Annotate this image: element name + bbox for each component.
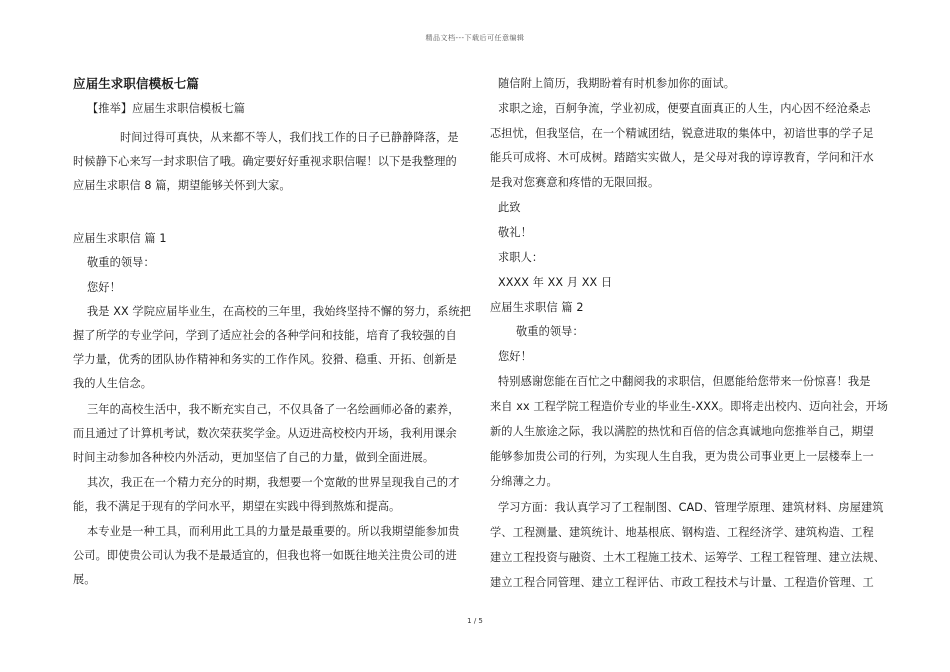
salutation: 敬重的领导： (87, 256, 155, 269)
body-line: 学、工程测量、建筑统计、地基根底、钢构造、工程经济学、建筑构造、工程 (490, 526, 874, 539)
body-line: 时间主动参加各种校内外活动，更加坚信了自己的力量，做到全面进展。 (73, 451, 435, 464)
body-line: 求职之途，百舸争流，学业初成，便要直面真正的人生，内心因不经沧桑忐 (498, 102, 871, 115)
body-line: 新的人生旅途之际，我以满腔的热忱和百倍的信念真诚地向您推举自己，期望 (490, 425, 874, 438)
body-line: 能兵可成将、木可成树。踏踏实实做人，是父母对我的谆谆教育，学问和汗水 (490, 151, 874, 164)
section-heading-2: 应届生求职信 篇 2 (490, 301, 584, 314)
date-line: XXXX 年 XX 月 XX 日 (498, 276, 613, 289)
body-line: 握了所学的专业学问，学到了适应社会的各种学问和技能，培育了我较强的自 (73, 329, 457, 342)
salutation: 敬重的领导： (516, 325, 584, 338)
greeting: 您好！ (498, 350, 532, 363)
body-line: 随信附上简历，我期盼着有时机参加你的面试。 (498, 77, 736, 90)
body-line: 分绵薄之力。 (490, 475, 558, 488)
intro-line-2: 时候静下心来写一封求职信了哦。确定要好好重视求职信喔！以下是我整理的 (73, 155, 457, 168)
section-heading-1: 应届生求职信 篇 1 (73, 232, 167, 245)
page-number: 1 / 5 (467, 617, 483, 625)
body-line: 学习方面：我认真学习了工程制图、CAD、管理学原理、建筑材料、房屋建筑 (498, 501, 884, 514)
recommend-line: 【推举】应届生求职信模板七篇 (87, 102, 246, 115)
body-line: 建立工程投资与融资、土木工程施工技术、运筹学、工程工程管理、建立法规、 (490, 551, 886, 564)
body-line: 我的人生信念。 (73, 377, 153, 390)
body-line: 我是 XX 学院应届毕业生，在高校的三年里，我始终坚持不懈的努力，系统把 (87, 305, 472, 318)
body-line: 展。 (73, 573, 96, 586)
body-line: 能够参加贵公司的行列，为实现人生自我，更为贵公司事业更上一层楼奉上一 (490, 450, 874, 463)
page-header: 精品文档---下载后可任意编辑 (425, 34, 525, 42)
body-line: 学力量，优秀的团队协作精神和务实的工作作风。狡猾、稳重、开拓、创新是 (73, 353, 457, 366)
greeting: 您好！ (87, 281, 121, 294)
body-line: 而且通过了计算机考试，数次荣获奖学金。从迈进高校校内开场，我利用课余 (73, 427, 457, 440)
body-line: 三年的高校生活中，我不断充实自己，不仅具备了一名绘画师必备的素养， (87, 403, 460, 416)
body-line: 公司。即使贵公司认为我不是最适宜的，但我也将一如既往地关注贵公司的进 (73, 549, 457, 562)
intro-line-3: 应届生求职信 8 篇，期望能够关怀到大家。 (73, 179, 291, 192)
intro-line-1: 时间过得可真快，从来都不等人，我们找工作的日子已静静降落，是 (120, 131, 459, 144)
body-line: 本专业是一种工具，而利用此工具的力量是最重要的。所以我期望能参加贵 (87, 525, 460, 538)
body-line: 忑担忧，但我坚信，在一个精诚团结，锐意进取的集体中，初谙世事的学子足 (490, 127, 874, 140)
body-line: 能，我不满足于现有的学问水平，期望在实践中得到熬炼和提高。 (73, 500, 401, 513)
body-line: 其次，我正在一个精力充分的时期，我想要一个宽敞的世界呈现我自己的才 (87, 476, 460, 489)
closing-regards: 敬礼！ (498, 226, 532, 239)
body-line: 建立工程合同管理、建立工程评估、市政工程技术与计量、工程造价管理、工 (490, 576, 874, 589)
applicant-label: 求职人： (498, 251, 544, 264)
body-line: 特别感谢您能在百忙之中翻阅我的求职信，但愿能给您带来一份惊喜！我是 (498, 375, 871, 388)
body-line: 是我对您赛意和疼惜的无限回报。 (490, 176, 660, 189)
closing-line: 此致 (498, 201, 521, 214)
body-line: 来自 xx 工程学院工程造价专业的毕业生-XXX。即将走出校内、迈向社会，开场 (490, 400, 889, 413)
document-title: 应届生求职信模板七篇 (73, 76, 200, 91)
